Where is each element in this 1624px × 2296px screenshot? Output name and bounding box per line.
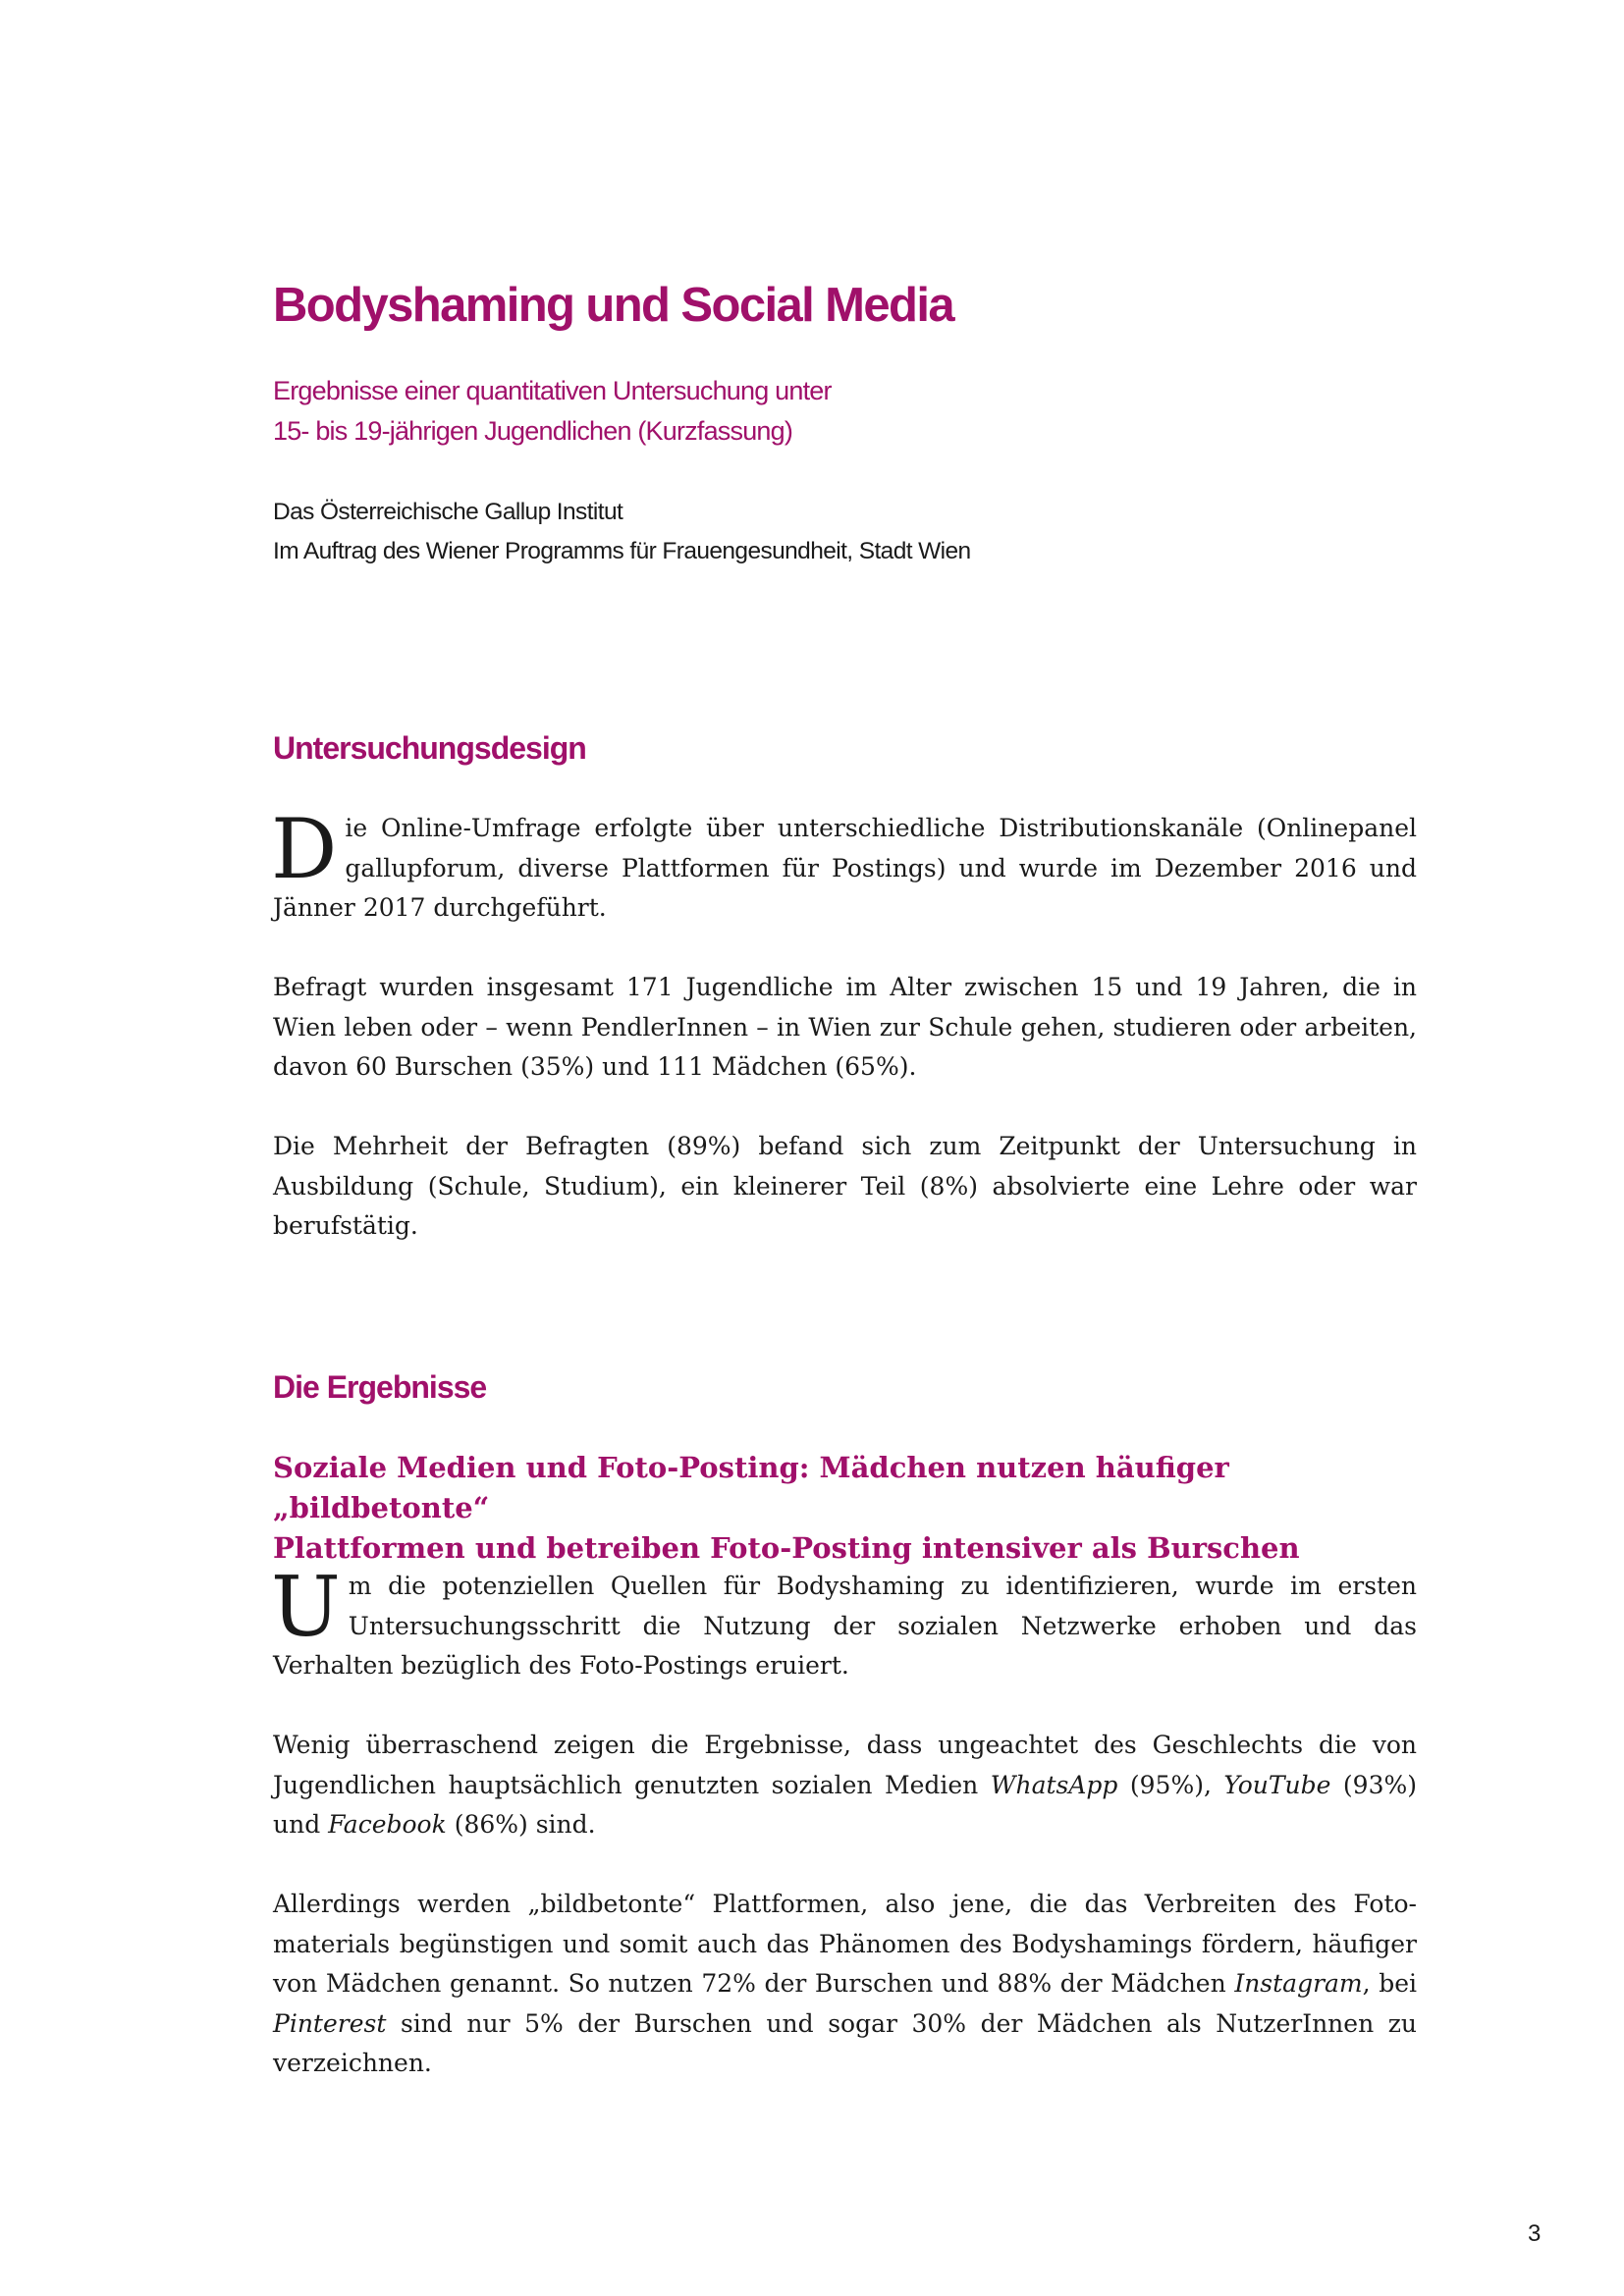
design-paragraph-3: Die Mehrheit der Befragten (89%) befand sich zum Zeitpunkt der Untersuchung in Ausbildung (Schule, Studium), ein kleinerer Teil (8%) absolvierte eine Lehre oder war berufstätig. — [273, 1132, 1417, 1240]
subtitle-line-1: Ergebnisse einer quantitativen Untersuchung unter — [273, 376, 832, 405]
results-subheading — [273, 1448, 1417, 1569]
subtitle-line-2: 15- bis 19-jährigen Jugendlichen (Kurzfassung) — [273, 416, 793, 446]
results-paragraph-3: Allerdings werden „bildbetonte“ Plattformen, also jene, die das Verbreiten des Fotomaterials begünstigen und somit auch das Phänomen des Bodyshamings fördern, häufiger von Mädchen genannt. So nutzen 72% der Burschen und 88% der Mädchen Instagram, bei Pinterest sind nur 5% der Burschen und sogar 30% der Mädchen als NutzerInnen zu verzeichnen. — [273, 1890, 1418, 2077]
platform-pinterest: Pinterest — [273, 2008, 387, 2038]
results-paragraph-2: Wenig überraschend zeigen die Ergebnisse, dass ungeachtet des Geschlechts die von Jugendlichen hauptsächlich genutzten sozialen Medien WhatsApp (95%), YouTube (93%) und Facebook (86%) sind. — [273, 1731, 1417, 1839]
section-heading-design: Untersuchungsdesign — [273, 730, 586, 766]
platform-instagram: Instagram — [1234, 1969, 1363, 1998]
results-paragraph-1: Um die potenziellen Quellen für Bodyshaming zu identifizieren, wurde im ersten Untersuchungsschritt die Nutzung der sozialen Netzwerke erhoben und das Verhalten bezüglich des Foto-Postings eruiert. — [271, 1559, 1417, 1680]
subheading-line-2: Plattformen und betreiben Foto-Posting intensiver als Burschen — [273, 1531, 1300, 1565]
drop-cap: D — [271, 801, 338, 897]
platform-whatsapp: WhatsApp — [990, 1770, 1118, 1799]
platform-youtube: YouTube — [1223, 1770, 1331, 1799]
author-institute: Das Österreichische Gallup Institut — [273, 499, 623, 525]
subheading-line-1: Soziale Medien und Foto-Posting: Mädchen nutzen häufiger „bildbetonte“ — [273, 1451, 1229, 1524]
design-paragraph-2: Befragt wurden insgesamt 171 Jugendliche im Alter zwischen 15 und 19 Jahren, die in Wien leben oder – wenn PendlerInnen – in Wien zur Schule gehen, studieren oder arbeiten, davon 60 Burschen (35%) und 111 Mädchen (65%). — [273, 973, 1417, 1081]
document-title: Bodyshaming und Social Media — [273, 279, 954, 332]
section-heading-results: Die Ergebnisse — [273, 1369, 487, 1405]
page-number: 3 — [1528, 2220, 1542, 2247]
platform-facebook: Facebook — [328, 1810, 447, 1839]
design-paragraph-1: Die Online-Umfrage erfolgte über unterschiedliche Distributionskanäle (Onlinepanel gallupforum, diverse Plattformen für Postings) und wurde im Dezember 2016 und Jänner 2017 durchgeführt. — [271, 801, 1417, 922]
author-block — [273, 493, 1417, 571]
drop-cap: U — [271, 1559, 341, 1655]
author-commission: Im Auftrag des Wiener Programms für Frauengesundheit, Stadt Wien — [273, 538, 971, 564]
document-subtitle — [273, 371, 1417, 452]
